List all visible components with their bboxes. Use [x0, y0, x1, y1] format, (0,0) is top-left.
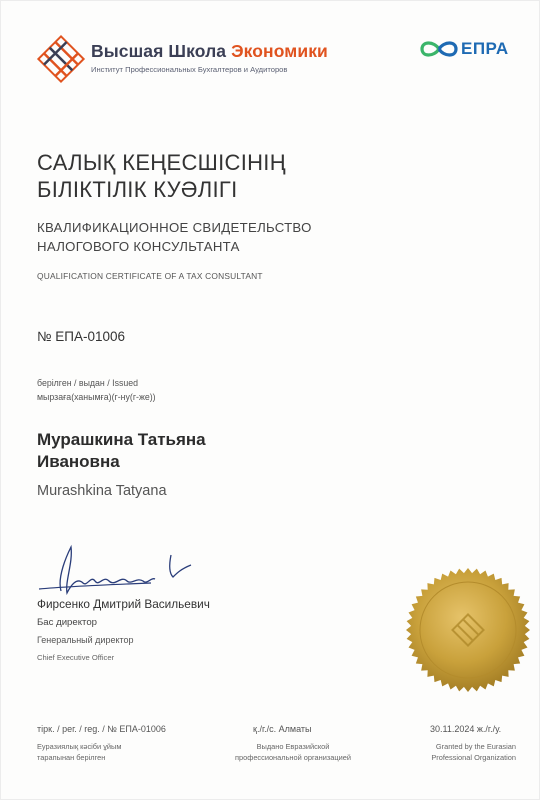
- certificate-number: № ЕПА-01006: [37, 329, 125, 344]
- issued-addressee-label: мырзаға(ханымға)(г-ну(г-же)): [37, 392, 156, 402]
- issued-label: берілген / выдан / Issued: [37, 378, 139, 388]
- registration-number: тірк. / рег. / reg. / № ЕПА-01006: [37, 724, 166, 734]
- title-ru: [37, 218, 312, 256]
- title-ru-line2: НАЛОГОВОГО КОНСУЛЬТАНТА: [37, 239, 240, 254]
- title-en: QUALIFICATION CERTIFICATE OF A TAX CONSULTANT: [37, 271, 263, 281]
- hse-title: Высшая Школа Экономики: [91, 41, 328, 61]
- issuer-en: [401, 742, 516, 763]
- title-kz-line2: БІЛІКТІЛІК КУӘЛІГІ: [37, 177, 238, 202]
- signature-icon: [31, 541, 201, 601]
- holder-name-en: Murashkina Tatyana: [37, 483, 167, 499]
- holder-name-ru: [37, 429, 206, 473]
- issuer-ru-line2: профессиональной организацией: [235, 752, 351, 762]
- signatory-title-kz: Бас директор: [37, 617, 97, 628]
- epa-logo: [419, 39, 509, 59]
- issuer-en-line2: Professional Organization: [431, 752, 516, 762]
- holder-name-ru-line1: Мурашкина Татьяна: [37, 430, 206, 449]
- signatory-title-ru: Генеральный директор: [37, 635, 134, 645]
- holder-name-ru-line2: Ивановна: [37, 452, 120, 471]
- issuer-en-line1: Granted by the Eurasian: [435, 742, 516, 751]
- epa-logo-text: ЕПРА: [461, 39, 509, 58]
- issuer-ru: [218, 742, 368, 763]
- infinity-icon: [419, 39, 459, 59]
- signatory-title-en: Chief Executive Officer: [37, 653, 115, 662]
- gold-seal-icon: [405, 567, 531, 693]
- issuer-kz-line1: Еуразиялық кәсіби ұйым: [37, 742, 122, 751]
- hse-title-accent: Экономики: [231, 41, 328, 61]
- hse-subtitle: Институт Профессиональных Бухгалтеров и Аудиторов: [91, 65, 288, 74]
- issuer-ru-line1: Выдано Евразийской: [256, 742, 330, 751]
- hse-logo-icon: [35, 33, 87, 85]
- signatory-name: Фирсенко Дмитрий Васильевич: [37, 597, 210, 611]
- issue-date: 30.11.2024 ж./г./у.: [430, 724, 502, 734]
- hse-logo-text: [91, 41, 328, 74]
- title-ru-line1: КВАЛИФИКАЦИОННОЕ СВИДЕТЕЛЬСТВО: [37, 220, 312, 235]
- issuer-kz-line2: тарапынан берілген: [37, 752, 106, 762]
- issuer-kz: [37, 742, 121, 763]
- issue-city: қ./г./с. Алматы: [253, 724, 312, 734]
- title-kz: [37, 149, 286, 203]
- title-kz-line1: САЛЫҚ КЕҢЕСШІСІНІҢ: [37, 150, 286, 175]
